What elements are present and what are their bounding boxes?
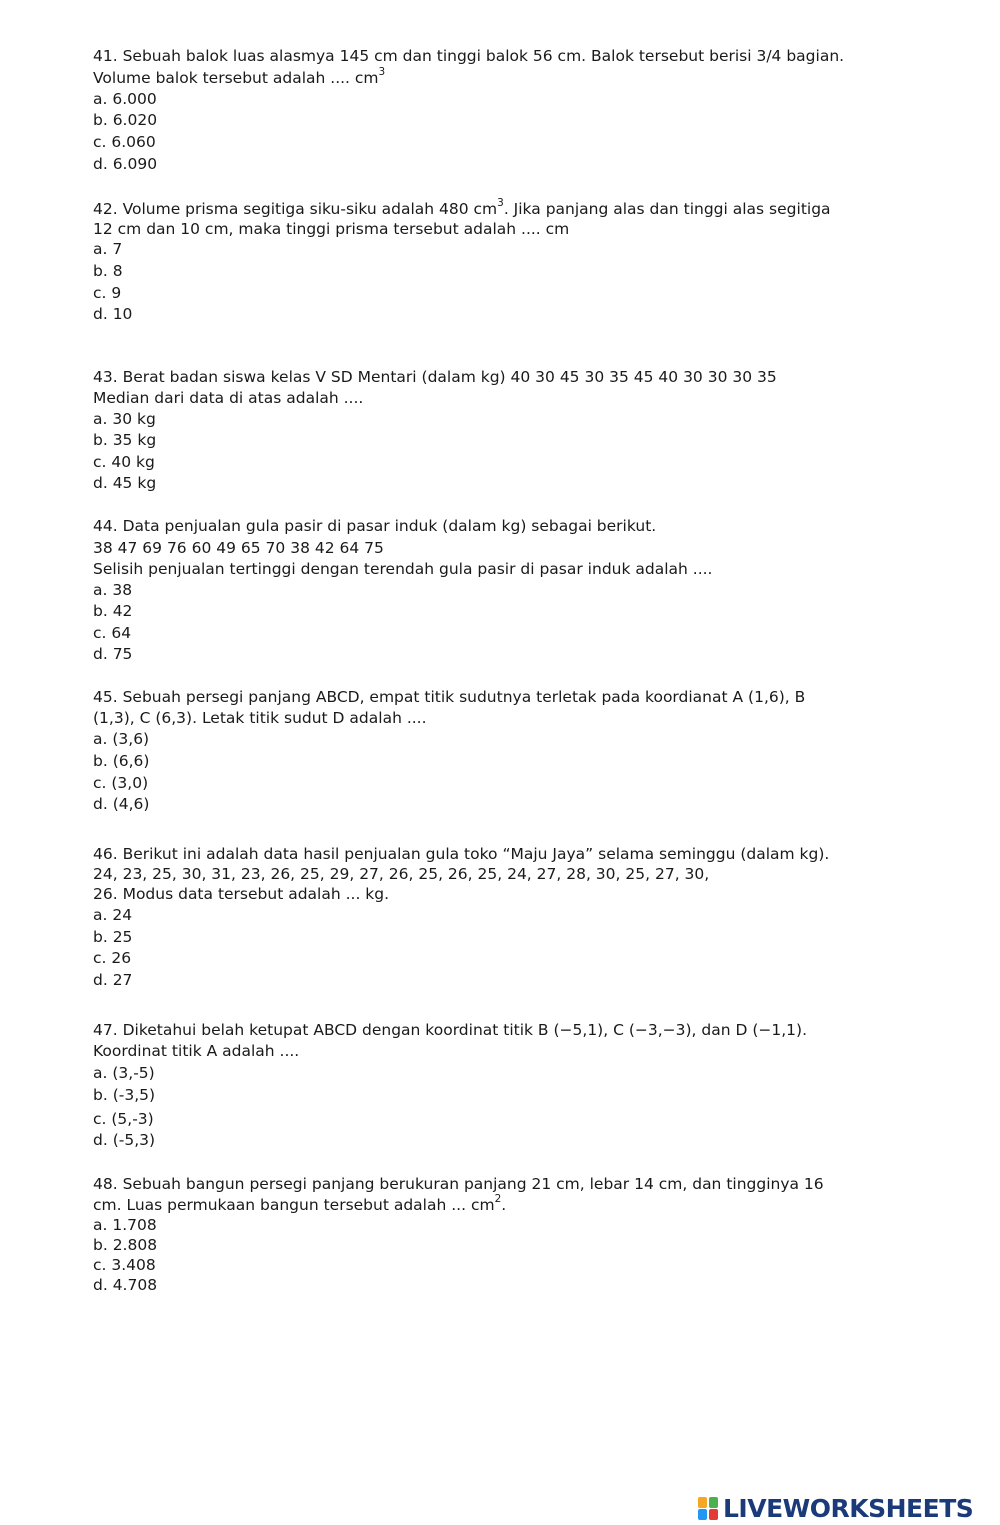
- question-45-text-line-2: (1,3), C (6,3). Letak titik sudut D adalah ....: [93, 709, 427, 727]
- question-43-text-line-1: 43. Berat badan siswa kelas V SD Mentari (dalam kg) 40 30 45 30 35 45 40 30 30 30 35: [93, 368, 777, 386]
- question-45-text-line-1: 45. Sebuah persegi panjang ABCD, empat titik sudutnya terletak pada koordianat A (1,6), B: [93, 688, 806, 706]
- option-b: b. (6,6): [93, 752, 150, 770]
- option-c: c. (3,0): [93, 774, 149, 792]
- option-c: c. (5,-3): [93, 1110, 154, 1128]
- question-44-text-line-1: 44. Data penjualan gula pasir di pasar induk (dalam kg) sebagai berikut.: [93, 517, 657, 535]
- option-b: b. 8: [93, 262, 123, 280]
- option-d: d. 10: [93, 305, 133, 323]
- option-d: d. (4,6): [93, 795, 150, 813]
- option-b: b. (-3,5): [93, 1086, 156, 1104]
- superscript: 3: [378, 65, 386, 78]
- option-d: d. (-5,3): [93, 1131, 156, 1149]
- question-48-text-line-1: 48. Sebuah bangun persegi panjang berukuran panjang 21 cm, lebar 14 cm, dan tingginya 16: [93, 1175, 824, 1193]
- question-42-text-line-1: 42. Volume prisma segitiga siku-siku adalah 480 $cm^3$. Jika panjang alas dan tinggi alas segitiga: [93, 196, 831, 218]
- superscript: 3: [497, 196, 504, 209]
- question-41-text-line-2: Volume balok tersebut adalah .... $cm^3$: [93, 65, 386, 87]
- option-d: d. 4.708: [93, 1276, 158, 1294]
- question-44-text-line-2: 38 47 69 76 60 49 65 70 38 42 64 75: [93, 539, 384, 557]
- option-a: a. 24: [93, 906, 133, 924]
- question-44-text-line-3: Selisih penjualan tertinggi dengan terendah gula pasir di pasar induk adalah ....: [93, 560, 713, 578]
- option-c: c. 3.408: [93, 1256, 156, 1274]
- liveworksheets-logo-text: LIVEWORKSHEETS: [723, 1493, 974, 1523]
- question-46-text-line-2: 24, 23, 25, 30, 31, 23, 26, 25, 29, 27, 26, 25, 26, 25, 24, 27, 28, 30, 25, 27, 30,: [93, 865, 710, 883]
- option-a: a. (3,-5): [93, 1064, 155, 1082]
- question-46-text-line-1: 46. Berikut ini adalah data hasil penjualan gula toko “Maju Jaya” selama seminggu (dalam kg).: [93, 845, 830, 863]
- option-b: b. 6.020: [93, 111, 158, 129]
- superscript: 2: [494, 1192, 502, 1205]
- option-c: c. 9: [93, 284, 122, 302]
- liveworksheets-logo: [698, 1492, 973, 1524]
- option-c: c. 6.060: [93, 133, 156, 151]
- option-a: a. 6.000: [93, 90, 157, 108]
- option-a: a. (3,6): [93, 730, 150, 748]
- option-a: a. 30 kg: [93, 410, 156, 428]
- question-48-text-line-2: cm. Luas permukaan bangun tersebut adalah ... $cm^2$.: [93, 1192, 507, 1214]
- option-b: b. 35 kg: [93, 431, 157, 449]
- option-d: d. 45 kg: [93, 474, 157, 492]
- option-b: b. 42: [93, 602, 133, 620]
- option-b: b. 25: [93, 928, 133, 946]
- option-c: c. 64: [93, 624, 132, 642]
- option-d: d. 6.090: [93, 155, 158, 173]
- option-c: c. 26: [93, 949, 132, 967]
- option-a: a. 1.708: [93, 1216, 157, 1234]
- question-46-text-line-3: 26. Modus data tersebut adalah ... kg.: [93, 885, 390, 903]
- question-47-text-line-2: Koordinat titik A adalah ....: [93, 1042, 300, 1060]
- option-d: d. 75: [93, 645, 133, 663]
- question-43-text-line-2: Median dari data di atas adalah ....: [93, 389, 364, 407]
- option-c: c. 40 kg: [93, 453, 155, 471]
- question-41-text-line-1: 41. Sebuah balok luas alasmya 145 cm dan tinggi balok 56 cm. Balok tersebut berisi 3/4 bagian.: [93, 47, 845, 65]
- question-42-text-line-2: 12 cm dan 10 cm, maka tinggi prisma tersebut adalah .... cm: [93, 220, 570, 238]
- option-a: a. 38: [93, 581, 133, 599]
- option-b: b. 2.808: [93, 1236, 158, 1254]
- question-47-text-line-1: 47. Diketahui belah ketupat ABCD dengan koordinat titik B (−5,1), C (−3,−3), dan D (−1,1).: [93, 1021, 808, 1039]
- option-d: d. 27: [93, 971, 133, 989]
- option-a: a. 7: [93, 240, 123, 258]
- liveworksheets-logo-icon: [698, 1495, 720, 1521]
